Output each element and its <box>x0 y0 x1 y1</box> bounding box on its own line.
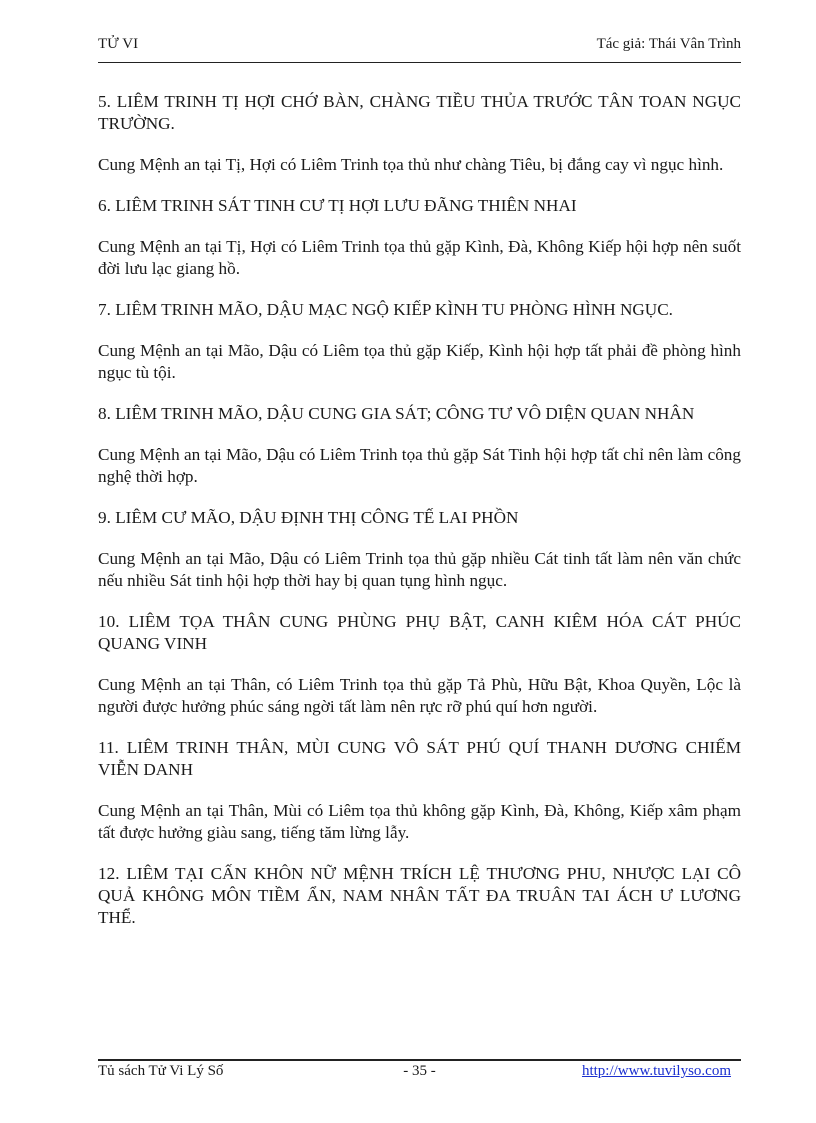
section-body: Cung Mệnh an tại Thân, có Liêm Trinh tọa thủ gặp Tả Phù, Hữu Bật, Khoa Quyền, Lộc là người được hưởng phúc sáng ngời tất làm nên rực rỡ phú quí hơn người. <box>98 675 741 716</box>
section-heading: 8. LIÊM TRINH MÃO, DẬU CUNG GIA SÁT; CÔNG TƯ VÔ DIỆN QUAN NHÂN <box>98 404 695 423</box>
page-header <box>98 36 741 63</box>
page-footer <box>98 1059 741 1085</box>
footer-book-title: Tủ sách Tử Vi Lý Số <box>98 1063 224 1079</box>
section-body: Cung Mệnh an tại Thân, Mùi có Liêm tọa thủ không gặp Kình, Đà, Không, Kiếp xâm phạm tất được hưởng giàu sang, tiếng tăm lừng lẫy. <box>98 801 741 842</box>
section-heading: 11. LIÊM TRINH THÂN, MÙI CUNG VÔ SÁT PHÚ QUÍ THANH DƯƠNG CHIẾM VIỄN DANH <box>98 738 741 779</box>
header-author: Tác giả: Thái Vân Trình <box>596 36 741 52</box>
section-heading: 10. LIÊM TỌA THÂN CUNG PHÙNG PHỤ BẬT, CANH KIÊM HÓA CÁT PHÚC QUANG VINH <box>98 612 741 653</box>
section-body: Cung Mệnh an tại Tị, Hợi có Liêm Trinh tọa thủ gặp Kình, Đà, Không Kiếp hội hợp nên suốt đời lưu lạc giang hồ. <box>98 237 741 278</box>
section-heading: 5. LIÊM TRINH TỊ HỢI CHỚ BÀN, CHÀNG TIỀU THỦA TRƯỚC TÂN TOAN NGỤC TRƯỜNG. <box>98 92 741 133</box>
section-body: Cung Mệnh an tại Tị, Hợi có Liêm Trinh tọa thủ như chàng Tiêu, bị đắng cay vì ngục hình. <box>98 155 724 174</box>
section-heading: 7. LIÊM TRINH MÃO, DẬU MẠC NGỘ KIẾP KÌNH TU PHÒNG HÌNH NGỤC. <box>98 300 673 319</box>
section-body: Cung Mệnh an tại Mão, Dậu có Liêm tọa thủ gặp Kiếp, Kình hội hợp tất phải đề phòng hình ngục tù tội. <box>98 341 741 382</box>
section-heading: 6. LIÊM TRINH SÁT TINH CƯ TỊ HỢI LƯU ĐÃNG THIÊN NHAI <box>98 196 577 215</box>
header-title: TỬ VI <box>98 36 139 52</box>
page-number: - 35 - <box>403 1063 436 1079</box>
section-heading: 12. LIÊM TẠI CẤN KHÔN NỮ MỆNH TRÍCH LỆ THƯƠNG PHU, NHƯỢC LẠI CÔ QUẢ KHÔNG MÔN TIỀM ẨN, NAM NHÂN TẤT ĐA TRUÂN TAI ÁCH Ư LƯƠNG THỂ. <box>98 864 741 927</box>
page-content <box>98 91 741 948</box>
section-body: Cung Mệnh an tại Mão, Dậu có Liêm Trinh tọa thủ gặp nhiều Cát tinh tất làm nên văn chức nếu nhiều Sát tinh hội hợp thời hay bị quan tụng hình ngục. <box>98 549 741 590</box>
footer-website-link[interactable]: http://www.tuvilyso.com <box>581 1063 731 1079</box>
section-heading: 9. LIÊM CƯ MÃO, DẬU ĐỊNH THỊ CÔNG TẾ LAI PHỒN <box>98 508 519 527</box>
section-body: Cung Mệnh an tại Mão, Dậu có Liêm Trinh tọa thủ gặp Sát Tinh hội hợp tất chỉ nên làm công nghệ thời hợp. <box>98 445 741 486</box>
